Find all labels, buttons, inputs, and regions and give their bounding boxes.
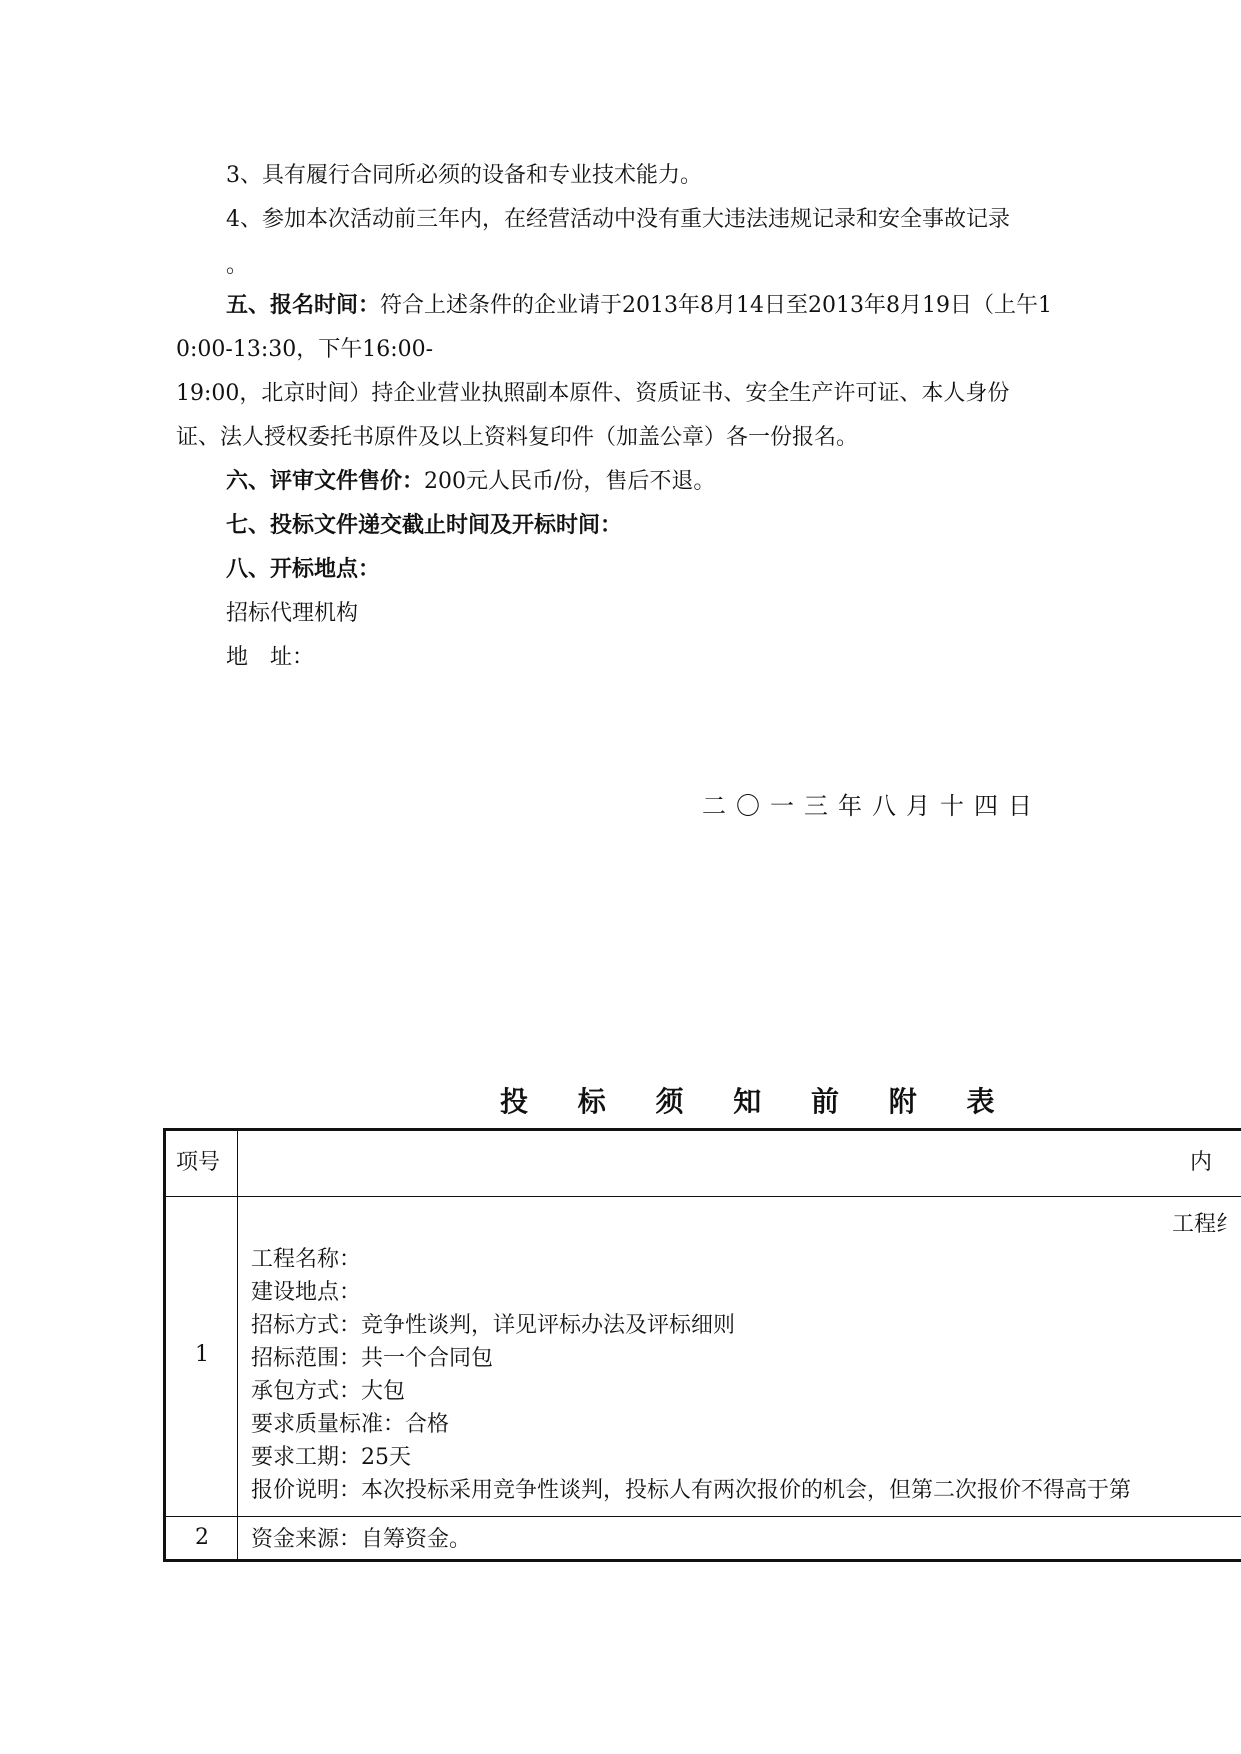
table-row-divider [165,1516,1241,1517]
table-header-divider [165,1196,1241,1197]
section-8-heading: 八、开标地点： [226,557,381,582]
section-5-line-2: 0:00-13:30，下午16:00- [176,337,434,362]
section-5-line-1 [226,292,1052,320]
table-row-2-line-1: 资金来源：自筹资金。 [251,1527,472,1552]
table-row-1-line-6: 要求质量标准：合格 [251,1412,450,1437]
requirement-item-4-continuation: 。 [226,253,249,278]
table-header-no: 项号 [176,1150,221,1175]
table-row-1-no: 1 [195,1342,209,1367]
table-row-2-no: 2 [195,1525,209,1550]
table-row-1-line-8: 报价说明：本次投标采用竞争性谈判，投标人有两次报价的机会，但第二次报价不得高于第 [251,1478,1132,1503]
table-header-content: 内 [1190,1150,1213,1175]
section-6-line [226,468,715,496]
section-5-heading: 五、报名时间： [226,293,381,318]
table-row-1-line-1: 工程名称： [251,1247,362,1272]
section-5-line-4: 证、法人授权委托书原件及以上资料复印件（加盖公章）各一份报名。 [176,425,859,450]
section-6-text: 200元人民币/份，售后不退。 [424,469,716,494]
requirement-item-4: 4、参加本次活动前三年内，在经营活动中没有重大违法违规记录和安全事故记录 [226,207,1010,232]
section-7-heading: 七、投标文件递交截止时间及开标时间： [226,513,623,538]
section-5-line-3: 19:00，北京时间）持企业营业执照副本原件、资质证书、安全生产许可证、本人身份 [176,381,1010,406]
section-6-heading: 六、评审文件售价： [226,469,425,494]
table-row-1-line-7: 要求工期：25天 [251,1445,411,1470]
section-5-text-1: 符合上述条件的企业请于2013年8月14日至2013年8月19日（上午1 [380,293,1052,318]
table-title: 投 标 须 知 前 附 表 [500,1085,1015,1118]
table-row-1-line-5: 承包方式：大包 [251,1379,406,1404]
table-row-1-line-4: 招标范围：共一个合同包 [251,1346,494,1371]
address-label: 地 址： [226,645,315,670]
agency-label: 招标代理机构 [226,601,359,626]
table-row-1-line-3: 招标方式：竞争性谈判，详见评标办法及评标细则 [251,1313,736,1338]
table-row-1-heading: 工程纟 [1172,1212,1239,1237]
table-row-1-line-2: 建设地点： [251,1280,362,1305]
requirement-item-3: 3、具有履行合同所必须的设备和专业技术能力。 [226,163,702,188]
document-date: 二〇一三年八月十四日 [702,792,1042,820]
